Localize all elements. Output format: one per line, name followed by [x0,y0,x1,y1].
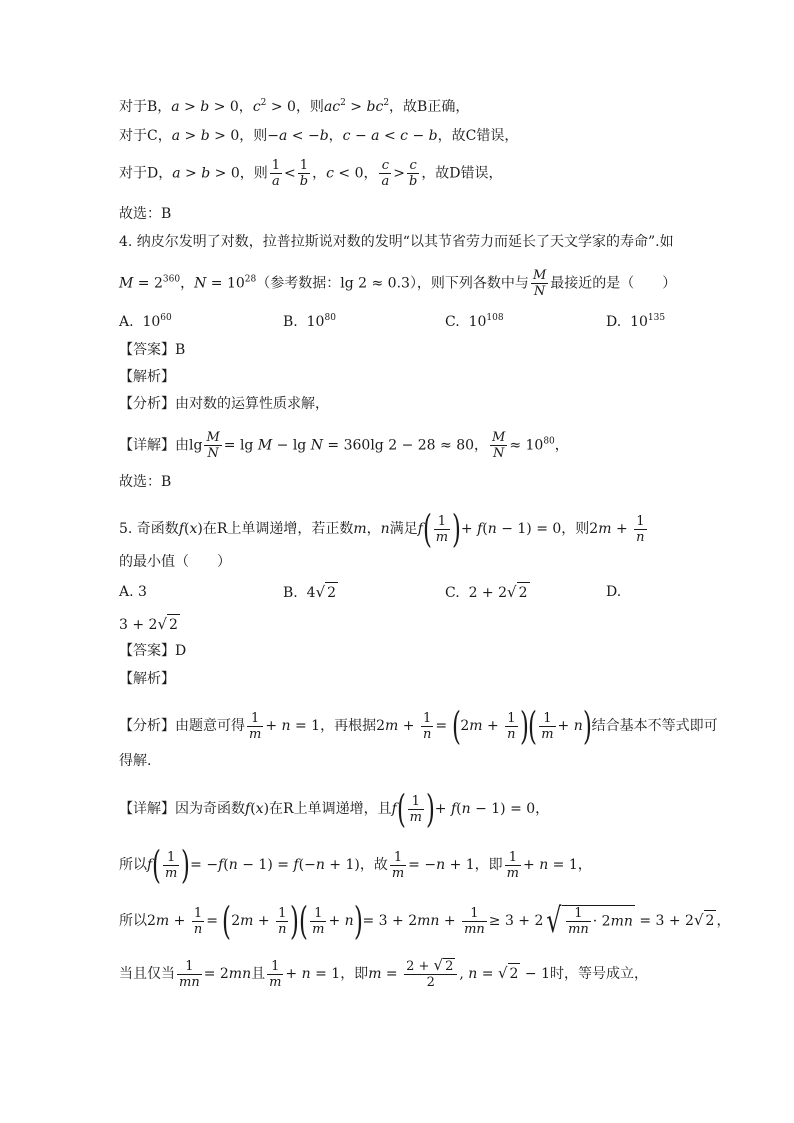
text: ，故D错误， [421,165,503,182]
q5-xiangjie-line1: 【详解】因为奇函数f(x)在R上单调递增，且f( $\frac{1}{m}$ )+ f(n − 1) = 0， [119,787,550,831]
q4-xiangjie: 【详解】由lg $\frac{M}{N}$ = lg M − lg N = 360lg 2 − 28 ≈ 80， $\frac{M}{N}$ ≈ $10^{80}$， [119,430,569,461]
q5-option-d-label: D. [606,584,622,600]
text: ，则 [239,165,268,182]
choose-line: 故选：B [119,206,172,222]
text: ，则 [561,521,590,537]
text: C. [445,585,460,601]
text: 满足 [389,521,418,537]
q5-stem-line2: 的最小值（ ） [119,554,231,570]
text: （参考数据： [256,275,341,292]
text: 对于C， [119,128,172,144]
q5-xiangjie-line2: 所以f( $\frac{1}{m}$ )= −f(n − 1) = f(−n + 1)，故 $\frac{1}{m}$ = −n + 1，即 $\frac{1}{m}$ + n = 1， [119,843,592,887]
text: 对于B， [119,99,172,115]
text: 时，等号成立， [550,966,648,982]
text: 当且仅当 [119,966,175,982]
q5-stem-line1: 5. 奇函数f(x)在R上单调递增，若正数m，n满足f( $\frac{1}{m}$ )+ f(n − 1) = 0，则2m + $\frac{1}{n}$ [119,507,645,551]
q5-option-c: C. 2 + 2√ 2 [445,583,528,601]
text: ，再根据 [320,718,377,734]
q4-option-d: D. $10^{135}$ [606,313,666,330]
q5-jiexi: 【解析】 [119,671,175,687]
q4-stem-line2: $M = 2^{360}$，$N = 10^{28}$（参考数据：lg 2 ≈ 0.3），则下列各数中与 $\frac{M}{N}$ 最接近的是（ ） [119,268,677,299]
text: ，故C错误， [437,128,519,144]
text: 结合基本不等式即可 [591,718,718,734]
text: ，故B正确， [389,99,470,115]
text: B. [283,314,298,330]
text: 5. 奇函数 [119,521,179,537]
text: 【详解】由 [119,437,189,454]
q5-option-d-value: 3 + 2√ 2 [119,615,178,633]
q5-option-a: A. 3 [119,584,147,600]
q5-xiangjie-line3: 所以2m + $\frac{1}{n}$ = (2m + $\frac{1}{n}$ )( $\frac{1}{m}$ + n)= 3 + 2mn + $\frac{1}{mn}$ ≥ 3 + 2√ $\frac{1}{mn}$ · 2mn = 3 + 2√ 2 ， [119,899,731,943]
line-option-d: 对于D，a > b > 0，则 $\frac{1}{a}$ < $\frac{1}{b}$ ，c < 0， $\frac{c}{a}$ > $\frac{c}{b}$ ，故D错误， [119,158,503,189]
text: ，则 [239,128,268,144]
text: 【详解】因为奇函数 [119,801,245,817]
text: ，即 [340,966,369,982]
q4-option-a: A. $10^{60}$ [119,313,172,330]
line-option-b: 对于B，a > b > 0，$c^2 > 0$，则$ac^2 > bc^2$，故B正确， [119,98,470,115]
text: A. [119,314,134,330]
q5-option-b: B. 4√ 2 [283,583,337,601]
text: 所以 [119,857,147,873]
q5-fenxi-line1: 【分析】由题意可得 $\frac{1}{m}$ + n = 1，再根据2m + $\frac{1}{n}$ = (2m + $\frac{1}{n}$ )( $\frac{1}{m}$ + n)结合基本不等式即可 [119,704,718,748]
q5-xiangjie-line4: 当且仅当 $\frac{1}{mn}$ = 2mn且 $\frac{1}{m}$ + n = 1，即m = $\frac{2 + √ 2}{2}$ , n = √ 2 − 1时，等号成立， [119,956,648,990]
q5-answer: 【答案】D [119,643,187,659]
text: C. [445,314,460,330]
text: 【分析】由题意可得 [119,718,245,734]
q4-option-c: C. $10^{108}$ [445,313,504,330]
q4-stem-line1: 4. 纳皮尔发明了对数，拉普拉斯说对数的发明“以其节省劳力而延长了天文学家的寿命”.如 [119,234,674,250]
text: D. [606,314,622,330]
text: ， [366,521,381,537]
q4-choose: 故选：B [119,474,172,490]
text: ），则下列各数中与 [409,275,529,292]
q5-fenxi-line2: 得解. [119,753,152,769]
text: 在R上单调递增，若正数 [202,521,354,537]
text: 所以 [119,913,147,929]
q4-answer: 【答案】B [119,342,186,358]
text: 在R上单调递增，且 [269,801,392,817]
text: 且 [251,966,266,982]
text: ，则 [295,99,324,115]
line-option-c: 对于C，a > b > 0，则−a < −b，c − a < c − b，故C错误， [119,128,519,144]
text: ，即 [474,857,503,873]
text: 对于D， [119,165,173,182]
text: B. [283,585,298,601]
q4-fenxi: 【分析】由对数的运算性质求解， [119,396,329,412]
text: ，故 [359,857,388,873]
text: 最接近的是（ ） [550,275,677,292]
q4-jiexi: 【解析】 [119,369,175,385]
q4-option-b: B. $10^{80}$ [283,313,336,330]
